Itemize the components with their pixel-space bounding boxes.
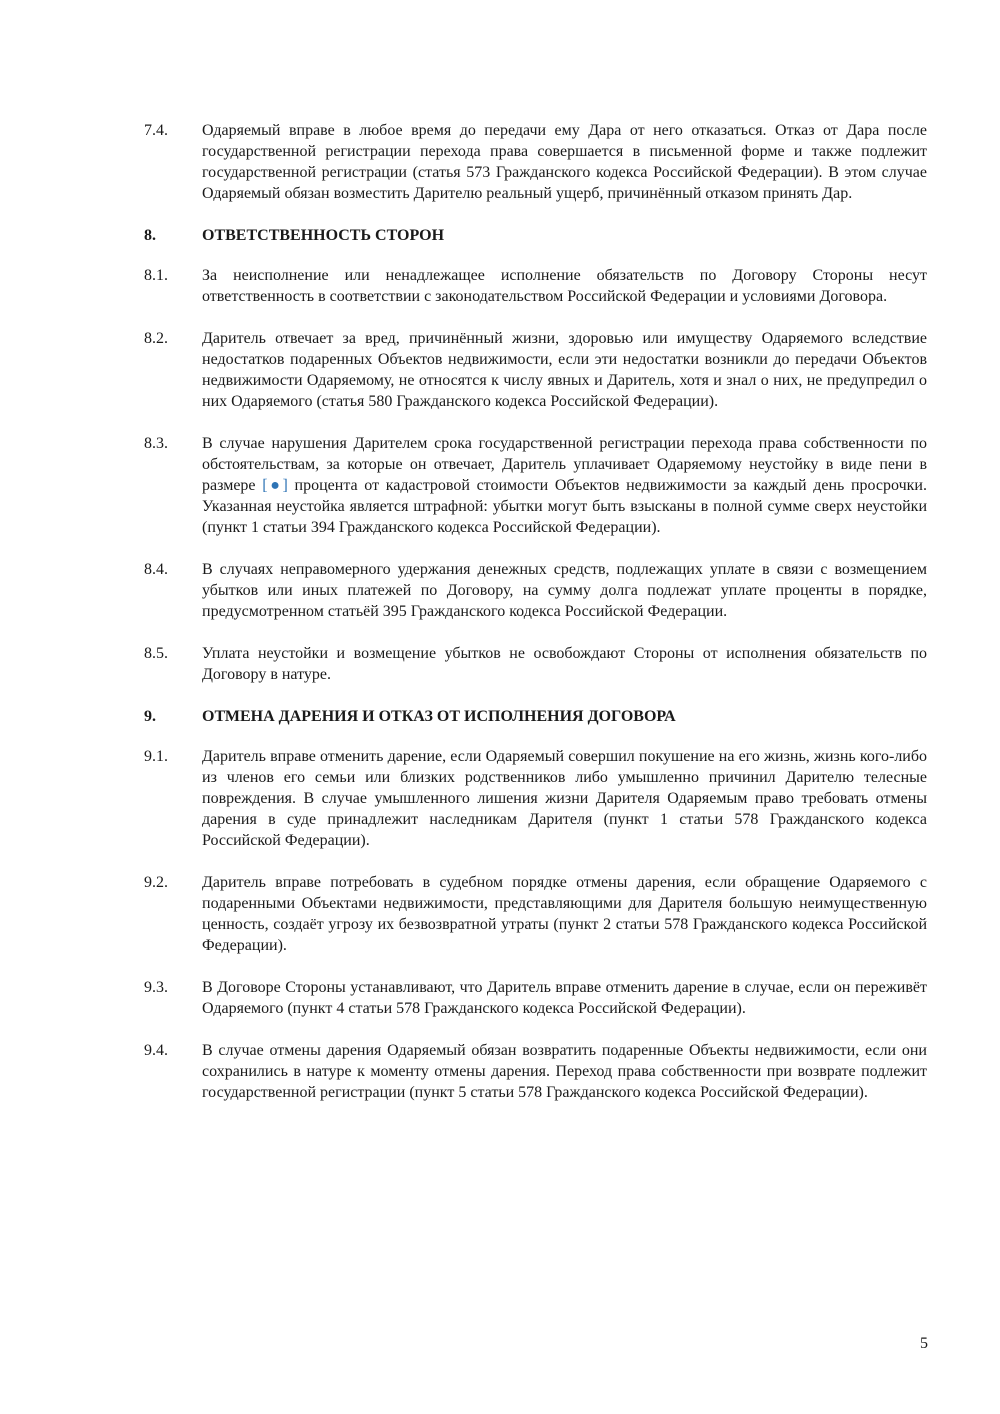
placeholder-field: [●] [262,477,288,494]
clause-9-3 [144,977,927,1019]
clause-text: Одаряемый вправе в любое время до передачи ему Дара от него отказаться. Отказ от Дара после государственной регистрации перехода права совершается в письменной форме и также подлежит государственной регистрации (статья 573 Гражданского кодекса Российской Федерации). В этом случае Одаряемый обязан возместить Дарителю реальный ущерб, причинённый отказом принять Дар. [202,122,927,202]
clause-text: Даритель отвечает за вред, причинённый жизни, здоровью или имуществу Одаряемого вследствие недостатков подаренных Объектов недвижимости, если эти недостатки возникли до передачи Объектов недвижимости Одаряемому, не относятся к числу явных и Даритель, хотя и знал о них, не предупредил о них Одаряемого (статья 580 Гражданского кодекса Российской Федерации). [202,330,927,410]
clause-text: В случае нарушения Дарителем срока государственной регистрации перехода права собственности по обстоятельствам, за которые он отвечает, Даритель уплачивает Одаряемому неустойку в виде пени в размере [●] процента от кадастровой стоимости Объектов недвижимости за каждый день просрочки. Указанная неустойка является штрафной: убытки могут быть взысканы в полной сумме сверх неустойки (пункт 1 статьи 394 Гражданского кодекса Российской Федерации). [202,435,927,536]
clause-number: 9.2. [144,874,168,891]
section-title: ОТВЕТСТВЕННОСТЬ СТОРОН [202,227,445,244]
clause-number: 8.5. [144,645,168,662]
clause-text: В случаях неправомерного удержания денежных средств, подлежащих уплате в связи с возмещением убытков или иных платежей по Договору, на сумму долга подлежат уплате проценты в порядке, предусмотренном статьёй 395 Гражданского кодекса Российской Федерации. [202,561,927,620]
clause-text: Даритель вправе отменить дарение, если Одаряемый совершил покушение на его жизнь, жизнь кого-либо из членов его семьи или близких родственников либо умышленно причинил Дарителю телесные повреждения. В случае умышленного лишения жизни Дарителя Одаряемым право требовать отмены дарения в суде принадлежит наследникам Дарителя (пункт 1 статьи 578 Гражданского кодекса Российской Федерации). [202,748,927,849]
clause-8-3 [144,433,927,538]
clause-text: За неисполнение или ненадлежащее исполнение обязательств по Договору Стороны несут ответственность в соответствии с законодательством Российской Федерации и условиями Договора. [202,267,927,305]
clause-number: 9.3. [144,979,168,996]
section-number: 8. [144,227,156,244]
clause-number: 8.4. [144,561,168,578]
clause-8-5 [144,643,927,685]
document-body [144,120,927,1124]
clause-9-4 [144,1040,927,1103]
section-title: ОТМЕНА ДАРЕНИЯ И ОТКАЗ ОТ ИСПОЛНЕНИЯ ДОГОВОРА [202,708,676,725]
clause-9-1 [144,746,927,851]
page-number: 5 [920,1335,928,1352]
clause-number: 8.1. [144,267,168,284]
clause-number: 8.2. [144,330,168,347]
section-heading-8 [144,225,927,246]
clause-number: 9.1. [144,748,168,765]
clause-number: 9.4. [144,1042,168,1059]
clause-8-1 [144,265,927,307]
clause-text: Даритель вправе потребовать в судебном порядке отмены дарения, если обращение Одаряемого с подаренными Объектами недвижимости, представляющими для Дарителя большую неимущественную ценность, создаёт угрозу их безвозвратной утраты (пункт 2 статьи 578 Гражданского кодекса Российской Федерации). [202,874,927,954]
section-number: 9. [144,708,156,725]
section-heading-9 [144,706,927,727]
clause-number: 8.3. [144,435,168,452]
clause-text: В Договоре Стороны устанавливают, что Даритель вправе отменить дарение в случае, если он переживёт Одаряемого (пункт 4 статьи 578 Гражданского кодекса Российской Федерации). [202,979,927,1017]
clause-8-2 [144,328,927,412]
clause-8-4 [144,559,927,622]
clause-number: 7.4. [144,122,168,139]
clause-text: В случае отмены дарения Одаряемый обязан возвратить подаренные Объекты недвижимости, если они сохранились в натуре к моменту отмены дарения. Переход права собственности при возврате подлежит государственной регистрации (пункт 5 статьи 578 Гражданского кодекса Российской Федерации). [202,1042,927,1101]
clause-9-2 [144,872,927,956]
clause-text: Уплата неустойки и возмещение убытков не освобождают Стороны от исполнения обязательств по Договору в натуре. [202,645,927,683]
clause-7-4 [144,120,927,204]
